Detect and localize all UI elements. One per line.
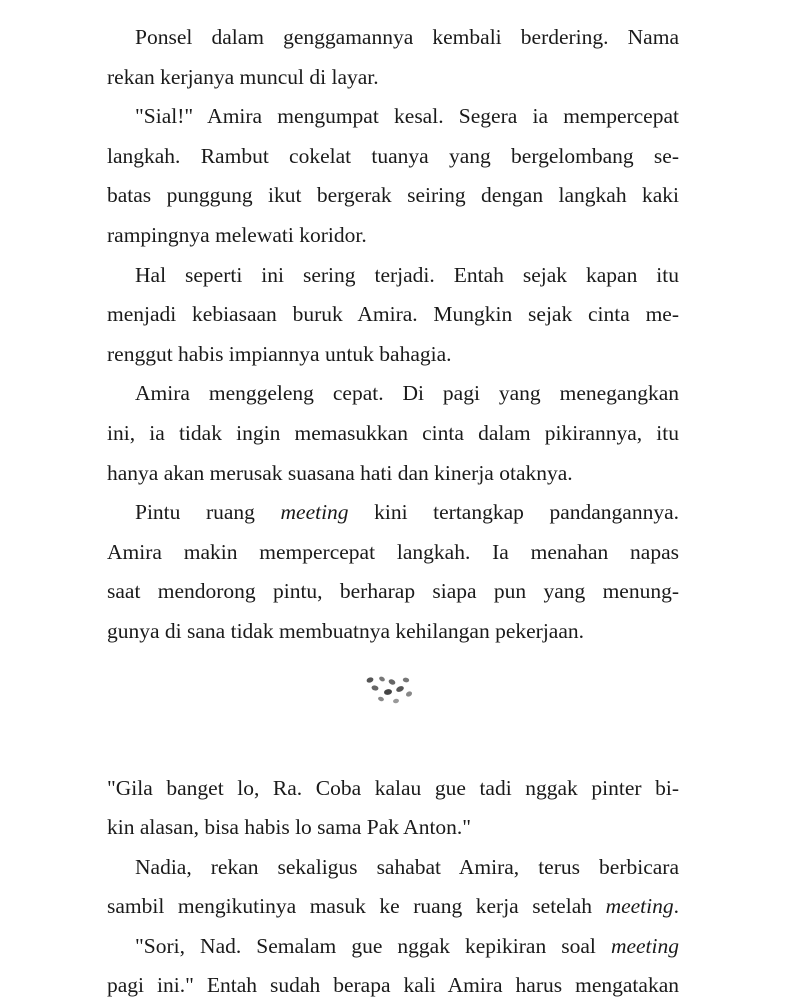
text-line: langkah. Rambut cokelat tuanya yang bergelombang se- — [107, 137, 679, 177]
text-line: batas punggung ikut bergerak seiring dengan langkah kaki — [107, 176, 679, 216]
text-line: "Sial!" Amira mengumpat kesal. Segera ia mempercepat — [107, 97, 679, 137]
scene-break — [107, 652, 679, 730]
text-section-after-break — [107, 769, 679, 1006]
paragraph — [107, 927, 679, 1006]
text-line: pagi ini." Entah sudah berapa kali Amira harus mengatakan — [107, 966, 679, 1006]
text-line: "Gila banget lo, Ra. Coba kalau gue tadi nggak pinter bi- — [107, 769, 679, 809]
text-line: Amira makin mempercepat langkah. Ia menahan napas — [107, 533, 679, 573]
text-line: menjadi kebiasaan buruk Amira. Mungkin sejak cinta me- — [107, 295, 679, 335]
text-line: rampingnya melewati koridor. — [107, 216, 679, 256]
text-line: kin alasan, bisa habis lo sama Pak Anton." — [107, 808, 679, 848]
text-line: saat mendorong pintu, berharap siapa pun yang menung- — [107, 572, 679, 612]
text-line: Pintu ruang meeting kini tertangkap pandangannya. — [107, 493, 679, 533]
paragraph — [107, 374, 679, 493]
text-line: sambil mengikutinya masuk ke ruang kerja setelah meeting. — [107, 887, 679, 927]
paragraph — [107, 848, 679, 927]
paragraph — [107, 97, 679, 255]
text-section-before-break — [107, 18, 679, 652]
text-line: Nadia, rekan sekaligus sahabat Amira, terus berbicara — [107, 848, 679, 888]
text-line: Amira menggeleng cepat. Di pagi yang menegangkan — [107, 374, 679, 414]
paragraph — [107, 18, 679, 97]
paragraph — [107, 493, 679, 651]
italic-term: meeting — [281, 500, 349, 524]
leaf-ornament-icon — [362, 674, 422, 710]
text-line: hanya akan merusak suasana hati dan kinerja otaknya. — [107, 454, 679, 494]
italic-term: meeting — [611, 934, 679, 958]
italic-term: meeting — [606, 894, 674, 918]
paragraph — [107, 769, 679, 848]
book-page — [107, 18, 679, 1006]
text-line: ini, ia tidak ingin memasukkan cinta dalam pikirannya, itu — [107, 414, 679, 454]
text-line: rekan kerjanya muncul di layar. — [107, 58, 679, 98]
text-line: renggut habis impiannya untuk bahagia. — [107, 335, 679, 375]
text-line: "Sori, Nad. Semalam gue nggak kepikiran soal meeting — [107, 927, 679, 967]
paragraph — [107, 256, 679, 375]
text-line: gunya di sana tidak membuatnya kehilangan pekerjaan. — [107, 612, 679, 652]
text-line: Ponsel dalam genggamannya kembali berdering. Nama — [107, 18, 679, 58]
text-line: Hal seperti ini sering terjadi. Entah sejak kapan itu — [107, 256, 679, 296]
